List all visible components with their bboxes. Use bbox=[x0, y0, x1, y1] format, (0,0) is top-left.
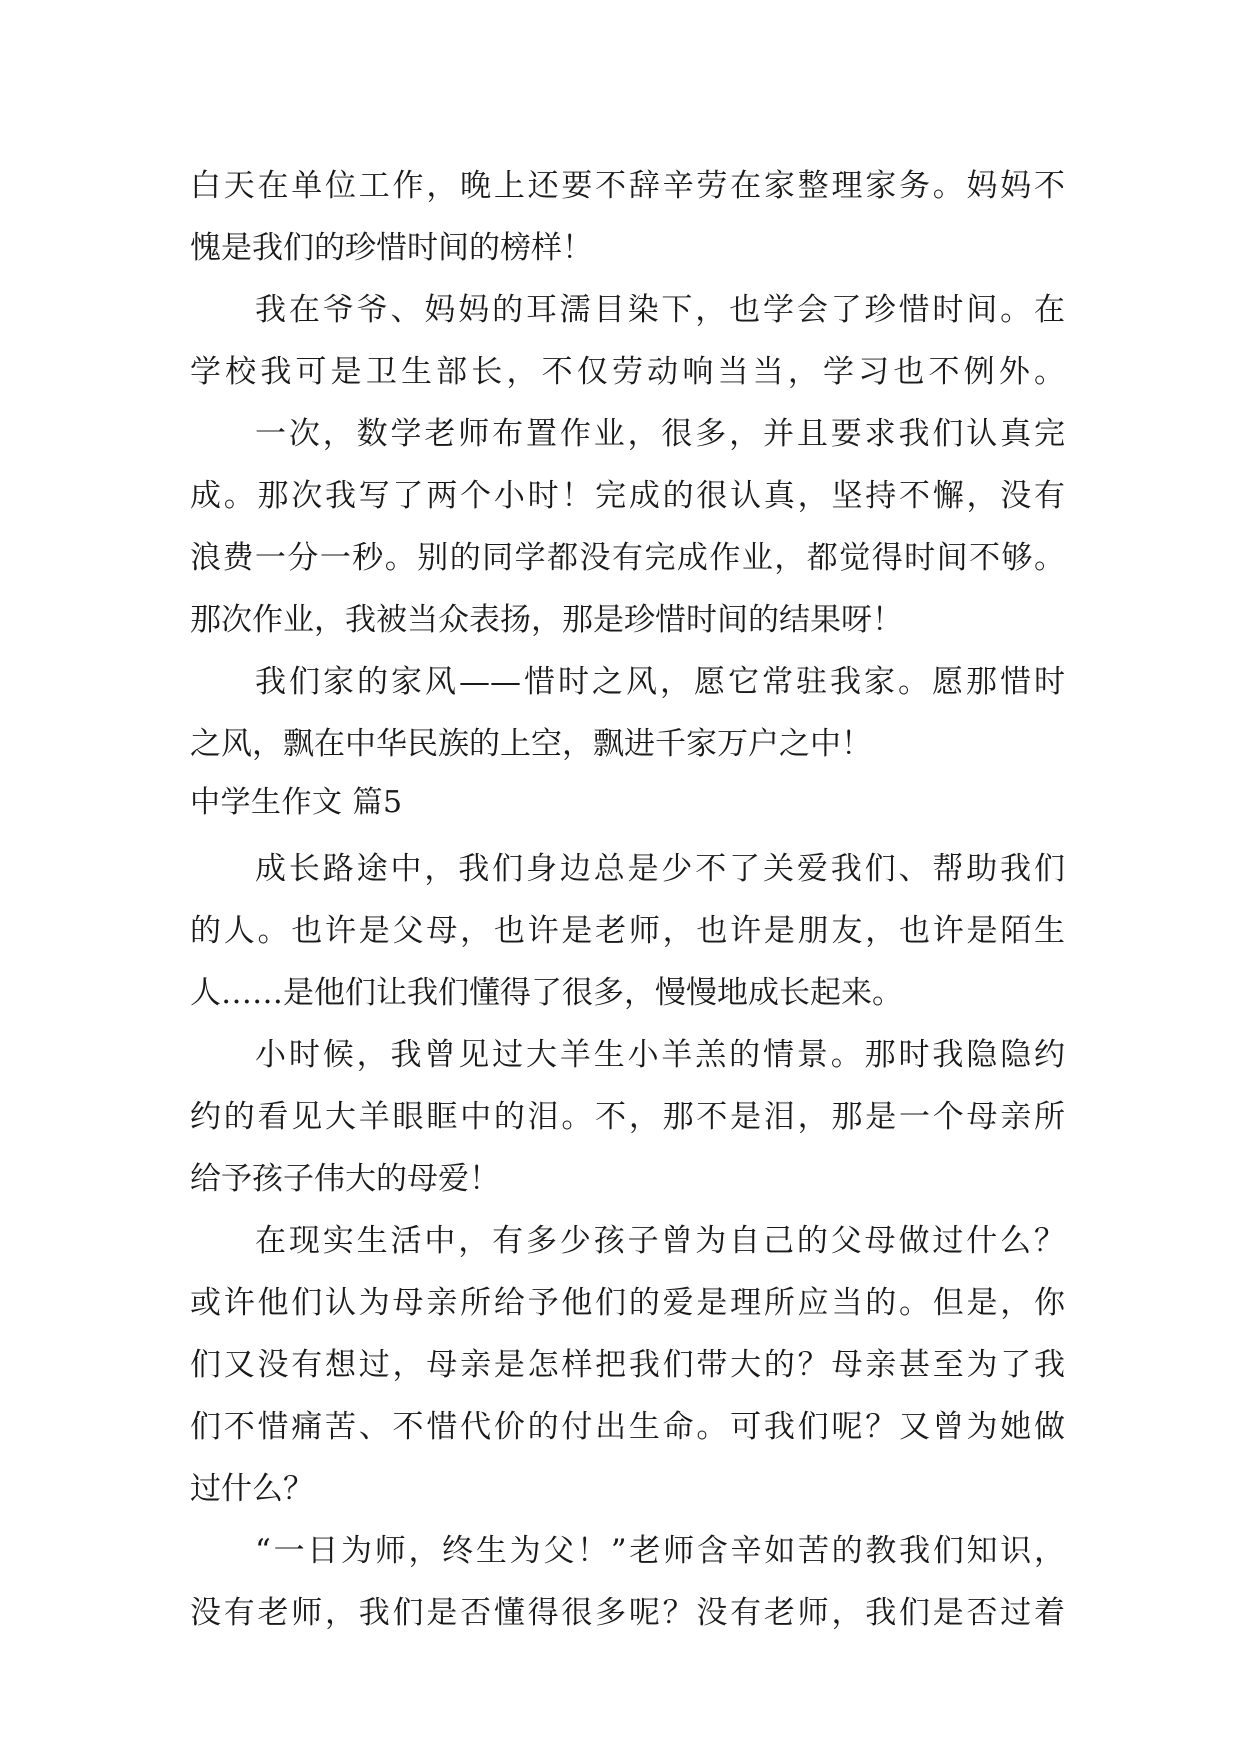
text-line: 约的看见大羊眼眶中的泪。不，那不是泪，那是一个母亲所 bbox=[190, 1099, 1065, 1135]
text-line: 学校我可是卫生部长，不仅劳动响当当，学习也不例外。 bbox=[190, 354, 1065, 390]
text-line: 之风，飘在中华民族的上空，飘进千家万户之中！ bbox=[190, 726, 872, 762]
text-line: 没有老师，我们是否懂得很多呢？没有老师，我们是否过着 bbox=[190, 1595, 1065, 1631]
text-line: 我们家的家风——惜时之风，愿它常驻我家。愿那惜时 bbox=[255, 664, 1065, 700]
section-heading: 中学生作文 篇5 bbox=[190, 785, 403, 820]
text-line: 或许他们认为母亲所给予他们的爱是理所应当的。但是，你 bbox=[190, 1285, 1065, 1321]
text-line: 们又没有想过，母亲是怎样把我们带大的？母亲甚至为了我 bbox=[190, 1347, 1065, 1383]
text-line: 成。那次我写了两个小时！完成的很认真，坚持不懈，没有 bbox=[190, 478, 1065, 514]
text-line: 在现实生活中，有多少孩子曾为自己的父母做过什么？ bbox=[255, 1223, 1065, 1259]
text-line: 白天在单位工作，晚上还要不辞辛劳在家整理家务。妈妈不 bbox=[190, 168, 1065, 204]
text-line: 给予孩子伟大的母爱！ bbox=[190, 1161, 500, 1197]
text-line: 的人。也许是父母，也许是老师，也许是朋友，也许是陌生 bbox=[190, 913, 1065, 949]
text-line: 人……是他们让我们懂得了很多，慢慢地成长起来。 bbox=[190, 975, 903, 1011]
text-line: 我在爷爷、妈妈的耳濡目染下，也学会了珍惜时间。在 bbox=[255, 292, 1065, 328]
text-line: 愧是我们的珍惜时间的榜样！ bbox=[190, 230, 593, 266]
text-line: 小时候，我曾见过大羊生小羊羔的情景。那时我隐隐约 bbox=[255, 1037, 1065, 1073]
text-line: 浪费一分一秒。别的同学都没有完成作业，都觉得时间不够。 bbox=[190, 540, 1065, 576]
text-line: 们不惜痛苦、不惜代价的付出生命。可我们呢？又曾为她做 bbox=[190, 1409, 1065, 1445]
text-line: 过什么？ bbox=[190, 1471, 314, 1507]
text-line: “一日为师，终生为父！”老师含辛如苦的教我们知识， bbox=[255, 1533, 1065, 1569]
text-line: 一次，数学老师布置作业，很多，并且要求我们认真完 bbox=[255, 416, 1065, 452]
text-line: 成长路途中，我们身边总是少不了关爱我们、帮助我们 bbox=[255, 851, 1065, 887]
text-line: 那次作业，我被当众表扬，那是珍惜时间的结果呀！ bbox=[190, 602, 903, 638]
